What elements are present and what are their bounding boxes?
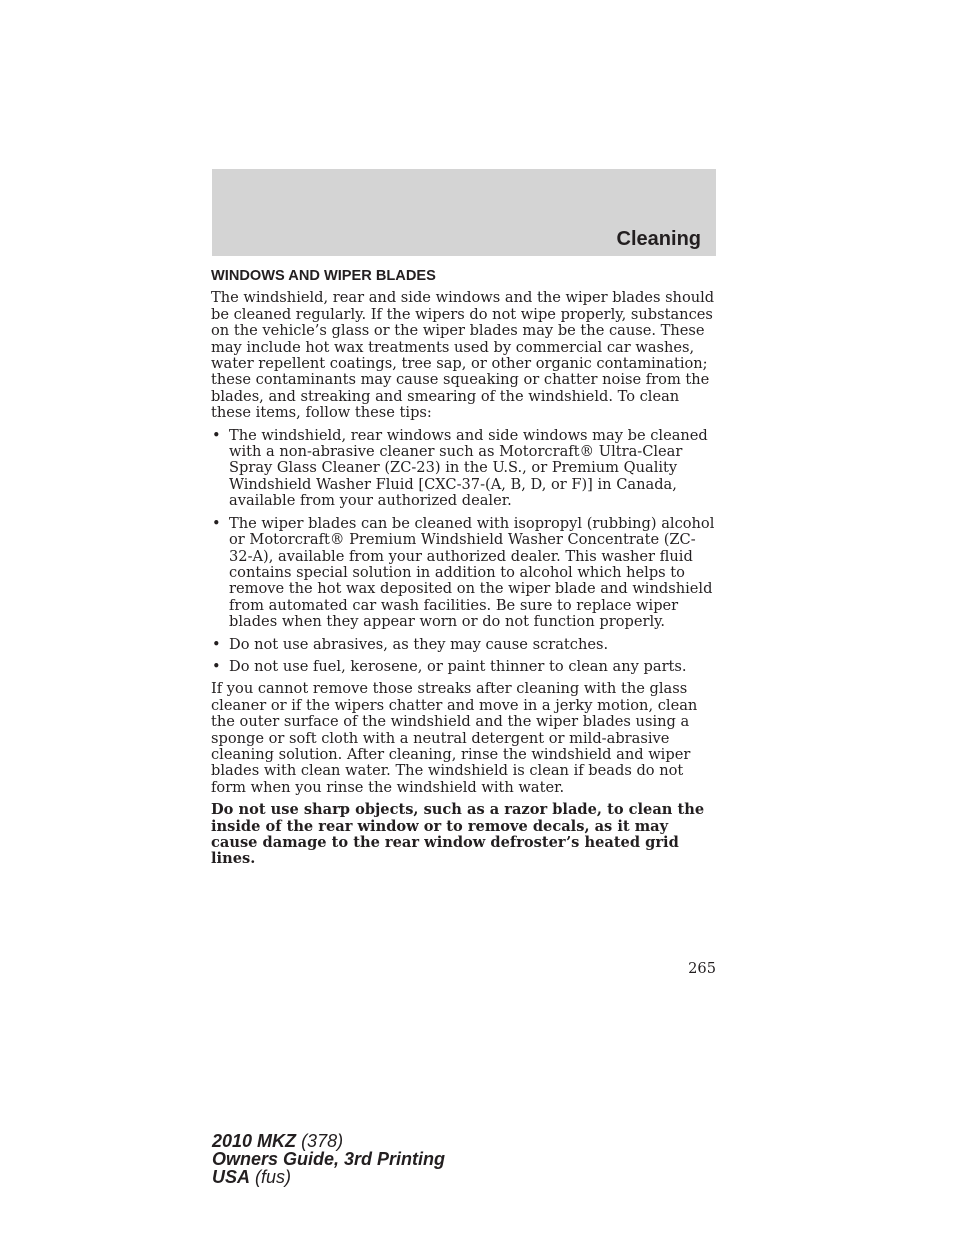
list-item-text: Do not use fuel, kerosene, or paint thinner to clean any parts.	[229, 657, 687, 675]
intro-paragraph: The windshield, rear and side windows and the wiper blades should be cleaned regularly. If the wipers do not wipe properly, substances on the vehicle’s glass or the wiper blades may be the cause. These may include hot wax treatments used by commercial car washes, water repellent coatings, tree sap, or other organic contamination; these contaminants may cause squeaking or chatter noise from the blades, and streaking and smearing of the windshield. To clean these items, follow these tips:	[211, 289, 715, 422]
section-title: Cleaning	[616, 228, 701, 250]
tips-list	[211, 428, 717, 676]
list-item-text: Do not use abrasives, as they may cause scratches.	[229, 635, 609, 653]
footer-model: 2010 MKZ	[212, 1131, 297, 1151]
footer-market: USA	[212, 1167, 251, 1187]
bullet-icon: •	[212, 426, 221, 444]
list-item-text: The windshield, rear windows and side windows may be cleaned with a non-abrasive cleaner such as Motorcraft® Ultra-Clear Spray Glass Cleaner (ZC-23) in the U.S., or Premium Quality Windshield Washer Fluid [CXC-37-(A, B, D, or F)] in Canada, available from your authorized dealer.	[229, 426, 708, 510]
bullet-icon: •	[212, 635, 221, 653]
footer-guide: Owners Guide, 3rd Printing	[212, 1149, 446, 1169]
list-item-text: The wiper blades can be cleaned with isopropyl (rubbing) alcohol or Motorcraft® Premium Windshield Washer Concentrate (ZC-32-A), available from your authorized dealer. This washer fluid contains special solution in addition to alcohol which helps to remove the hot wax deposited on the wiper blade and windshield from automated car wash facilities. Be sure to replace wiper blades when they appear worn or do not function properly.	[229, 514, 715, 631]
bullet-icon: •	[212, 514, 221, 532]
document-footer	[212, 1132, 445, 1186]
page-number: 265	[688, 960, 716, 977]
followup-paragraph: If you cannot remove those streaks after cleaning with the glass cleaner or if the wipers chatter and move in a jerky motion, clean the outer surface of the windshield and the wiper blades using a sponge or soft cloth with a neutral detergent or mild-abrasive cleaning solution. After cleaning, rinse the windshield and wiper blades with clean water. The windshield is clean if beads do not form when you rinse the windshield with water.	[211, 680, 698, 796]
section-heading: WINDOWS AND WIPER BLADES	[211, 268, 436, 284]
footer-model-code: (378)	[301, 1131, 344, 1151]
bullet-icon: •	[212, 657, 221, 675]
page-content	[211, 268, 717, 868]
list-item	[211, 428, 717, 510]
warning-text: Do not use sharp objects, such as a razor blade, to clean the inside of the rear window or to remove decals, as it may cause damage to the rear window defroster’s heated grid lines.	[211, 801, 705, 868]
footer-market-code: (fus)	[255, 1167, 292, 1187]
section-header-band	[212, 169, 716, 256]
list-item	[211, 637, 717, 653]
list-item	[211, 516, 717, 631]
list-item	[211, 659, 717, 675]
